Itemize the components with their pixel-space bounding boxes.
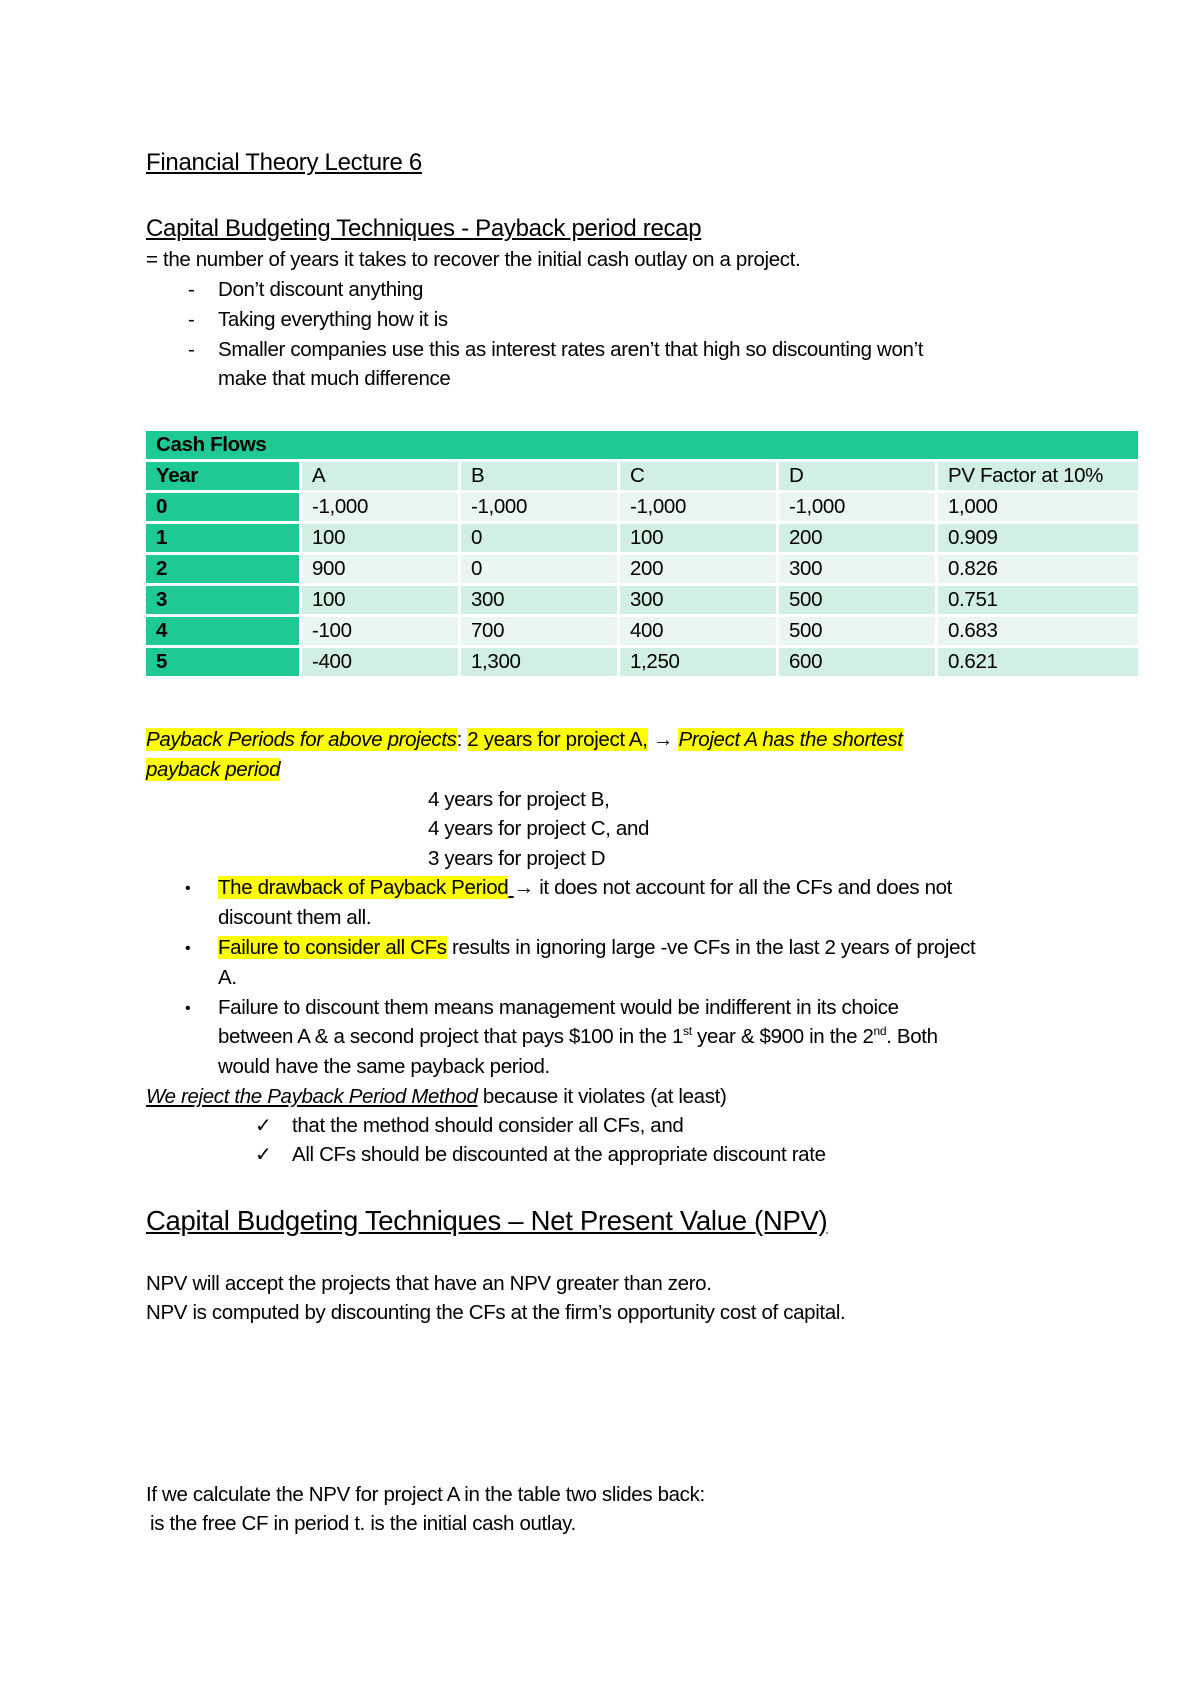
year-cell: 4 <box>146 617 302 645</box>
page-title: Financial Theory Lecture 6 <box>146 149 422 176</box>
cell-d: 200 <box>779 524 938 552</box>
cell-c: 300 <box>620 586 779 614</box>
bullet-icon: • <box>185 1000 191 1017</box>
drawback-text: it does not account for all the CFs and does not <box>539 876 953 899</box>
drawback-bullet-1 <box>218 876 952 900</box>
payback-heading: Capital Budgeting Techniques - Payback period recap <box>146 215 702 242</box>
text-fragment: between A & a second project that pays $100 in the 1 <box>218 1025 684 1048</box>
reject-check-2: All CFs should be discounted at the appropriate discount rate <box>292 1143 826 1166</box>
text-fragment: . Both <box>886 1025 938 1048</box>
table-row <box>146 493 1138 521</box>
cell-c: 200 <box>620 555 779 583</box>
cell-pv: 0.621 <box>938 648 1138 676</box>
payback-bullet-3: Smaller companies use this as interest rates aren’t that high so discounting won’t <box>218 338 924 361</box>
cell-c: 1,250 <box>620 648 779 676</box>
checkmark-icon: ✓ <box>255 1115 272 1137</box>
ordinal-suffix: st <box>683 1024 692 1039</box>
bullet-icon: • <box>185 880 191 897</box>
bullet-icon: • <box>185 940 191 957</box>
payback-conclusion-cont: payback period <box>146 758 281 781</box>
project-a-payback: 2 years for project A, <box>467 728 648 751</box>
cell-a: -1,000 <box>302 493 461 521</box>
cell-d: 500 <box>779 617 938 645</box>
table-header-row <box>146 462 1138 490</box>
cell-a: -400 <box>302 648 461 676</box>
cell-a: 100 <box>302 586 461 614</box>
header-a: A <box>302 462 461 490</box>
text-fragment: year & $900 in the 2 <box>697 1025 874 1048</box>
payback-bullet-3-cont: make that much difference <box>218 367 451 390</box>
cell-pv: 0.826 <box>938 555 1138 583</box>
header-year: Year <box>146 462 302 490</box>
cell-d: -1,000 <box>779 493 938 521</box>
payback-bullet-2: Taking everything how it is <box>218 308 448 331</box>
npv-text-2: NPV is computed by discounting the CFs at the firm’s opportunity cost of capital. <box>146 1301 846 1324</box>
cell-b: 300 <box>461 586 620 614</box>
year-cell: 1 <box>146 524 302 552</box>
drawback-bullet-3-cont <box>218 1025 938 1049</box>
year-cell: 3 <box>146 586 302 614</box>
ordinal-suffix: nd <box>873 1024 887 1039</box>
table-title: Cash Flows <box>146 431 1138 459</box>
cell-c: 100 <box>620 524 779 552</box>
cell-b: 0 <box>461 555 620 583</box>
year-cell: 2 <box>146 555 302 583</box>
payback-results-label: Payback Periods for above projects <box>146 728 457 751</box>
payback-results-line-1 <box>146 728 903 752</box>
project-b-payback: 4 years for project B, <box>428 788 610 811</box>
dash-marker: - <box>188 278 195 301</box>
npv-text-4: is the free CF in period t. is the initial cash outlay. <box>150 1512 576 1535</box>
table-row <box>146 524 1138 552</box>
payback-bullet-1: Don’t discount anything <box>218 278 424 301</box>
year-cell: 0 <box>146 493 302 521</box>
cell-a: -100 <box>302 617 461 645</box>
drawback-bullet-2 <box>218 936 975 960</box>
checkmark-icon: ✓ <box>255 1144 272 1166</box>
header-pv-factor: PV Factor at 10% <box>938 462 1138 490</box>
reject-line <box>146 1085 726 1109</box>
arrow-icon: → <box>652 728 674 751</box>
cell-pv: 1,000 <box>938 493 1138 521</box>
failure-consider-label: Failure to consider all CFs <box>218 936 447 959</box>
cell-d: 600 <box>779 648 938 676</box>
npv-heading: Capital Budgeting Techniques – Net Present Value (NPV) <box>146 1205 828 1236</box>
cell-a: 100 <box>302 524 461 552</box>
drawback-bullet-3-cont-2: would have the same payback period. <box>218 1055 550 1078</box>
cell-pv: 0.683 <box>938 617 1138 645</box>
cell-a: 900 <box>302 555 461 583</box>
cash-flows-table <box>146 428 1138 679</box>
drawback-bullet-3: Failure to discount them means management would be indifferent in its choice <box>218 996 899 1019</box>
cell-b: 700 <box>461 617 620 645</box>
drawback-label: The drawback of Payback Period <box>218 876 509 899</box>
npv-text-3: If we calculate the NPV for project A in the table two slides back: <box>146 1483 705 1506</box>
dash-marker: - <box>188 338 195 361</box>
reject-label: We reject the Payback Period Method <box>146 1085 478 1108</box>
reject-check-1: that the method should consider all CFs, and <box>292 1114 684 1137</box>
colon: : <box>456 728 462 751</box>
cell-pv: 0.751 <box>938 586 1138 614</box>
npv-text-1: NPV will accept the projects that have an NPV greater than zero. <box>146 1272 712 1295</box>
cell-d: 500 <box>779 586 938 614</box>
payback-conclusion: Project A has the shortest <box>678 728 903 751</box>
year-cell: 5 <box>146 648 302 676</box>
arrow-icon: → <box>513 876 534 899</box>
header-b: B <box>461 462 620 490</box>
table-row <box>146 586 1138 614</box>
cell-b: 1,300 <box>461 648 620 676</box>
table-row <box>146 555 1138 583</box>
failure-consider-text: results in ignoring large -ve CFs in the last 2 years of project <box>452 936 976 959</box>
project-c-payback: 4 years for project C, and <box>428 817 650 840</box>
dash-marker: - <box>188 308 195 331</box>
payback-definition: = the number of years it takes to recover the initial cash outlay on a project. <box>146 248 801 271</box>
cell-pv: 0.909 <box>938 524 1138 552</box>
project-d-payback: 3 years for project D <box>428 847 606 870</box>
cell-b: -1,000 <box>461 493 620 521</box>
drawback-bullet-2-cont: A. <box>218 966 237 989</box>
table-row <box>146 648 1138 676</box>
table-row <box>146 617 1138 645</box>
reject-text: because it violates (at least) <box>482 1085 727 1108</box>
header-d: D <box>779 462 938 490</box>
drawback-bullet-1-cont: discount them all. <box>218 906 372 929</box>
cell-c: -1,000 <box>620 493 779 521</box>
cell-c: 400 <box>620 617 779 645</box>
header-c: C <box>620 462 779 490</box>
cell-b: 0 <box>461 524 620 552</box>
cell-d: 300 <box>779 555 938 583</box>
